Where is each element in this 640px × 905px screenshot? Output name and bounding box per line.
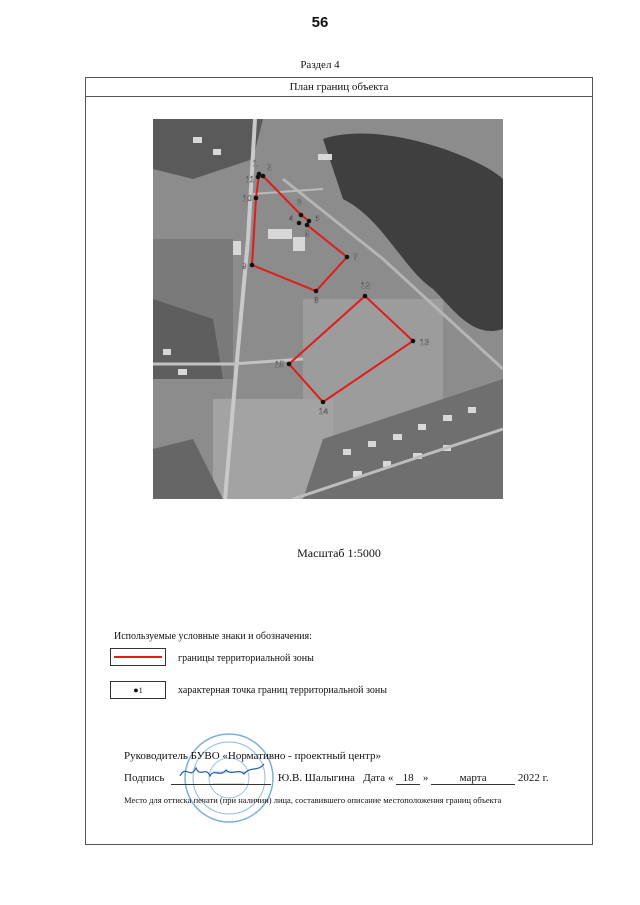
boundary-point-6	[307, 219, 312, 224]
boundary-point-3	[299, 213, 304, 218]
boundary-point-label-3: 3	[297, 198, 302, 207]
signer-name: Ю.В. Шалыгина	[277, 772, 355, 784]
boundary-point-label-5: 5	[305, 230, 310, 239]
legend-title: Используемые условные знаки и обозначения:	[114, 631, 312, 642]
head-line: Руководитель БУВО «Нормативно - проектный центр»	[124, 750, 382, 762]
signature-field	[171, 772, 271, 785]
boundary-point-label-9: 9	[242, 262, 247, 271]
boundary-point-2	[261, 174, 266, 179]
boundary-point-label-4: 4	[289, 214, 294, 223]
document-frame	[85, 77, 593, 845]
page-number: 56	[311, 14, 329, 31]
boundary-point-label-6: 6	[315, 214, 320, 223]
frame-header: План границ объекта	[86, 78, 592, 97]
boundary-point-label-12: 12	[361, 281, 370, 290]
boundary-point-10	[254, 196, 259, 201]
aerial-map	[153, 119, 503, 499]
legend-point-label: характерная точка границ территориальной зоны	[178, 685, 387, 696]
boundary-point-label-14: 14	[319, 407, 328, 416]
boundary-point-9	[250, 263, 255, 268]
boundary-point-label-15: 15	[275, 360, 284, 369]
boundary-point-label-11: 11	[246, 175, 255, 184]
boundary-point-8	[314, 289, 319, 294]
boundary-point-4	[297, 221, 302, 226]
legend-point-symbol: ●1	[110, 681, 166, 699]
boundary-point-label-7: 7	[353, 253, 358, 262]
boundary-point-label-1: 1	[253, 159, 258, 168]
boundary-point-label-10: 10	[243, 194, 252, 203]
legend-point-number: 1	[138, 686, 143, 695]
boundary-point-5	[305, 223, 310, 228]
boundary-point-11	[256, 175, 261, 180]
date-sep: »	[422, 772, 429, 784]
map-scale: Масштаб 1:5000	[297, 546, 381, 560]
date-label: Дата «	[363, 772, 394, 784]
signature-line	[124, 772, 549, 785]
stamp-place-note: Место для оттиска печати (при наличии) лица, составившего описание местоположения границ объекта	[124, 795, 502, 805]
boundary-point-7	[345, 255, 350, 260]
boundary-point-label-8: 8	[314, 296, 319, 305]
boundary-point-15	[287, 362, 292, 367]
boundary-point-14	[321, 400, 326, 405]
date-year: 2022 г.	[517, 772, 549, 784]
sign-label: Подпись	[124, 772, 165, 784]
boundary-point-12	[363, 294, 368, 299]
section-title: Раздел 4	[300, 59, 340, 71]
date-day: 18	[396, 772, 420, 785]
boundary-point-label-13: 13	[420, 338, 429, 347]
date-month: марта	[431, 772, 515, 785]
boundary-point-13	[411, 339, 416, 344]
legend-line-symbol	[110, 648, 166, 666]
handwritten-signature	[176, 762, 266, 782]
legend-line-label: границы территориальной зоны	[178, 653, 314, 664]
boundary-point-label-2: 2	[267, 163, 272, 172]
